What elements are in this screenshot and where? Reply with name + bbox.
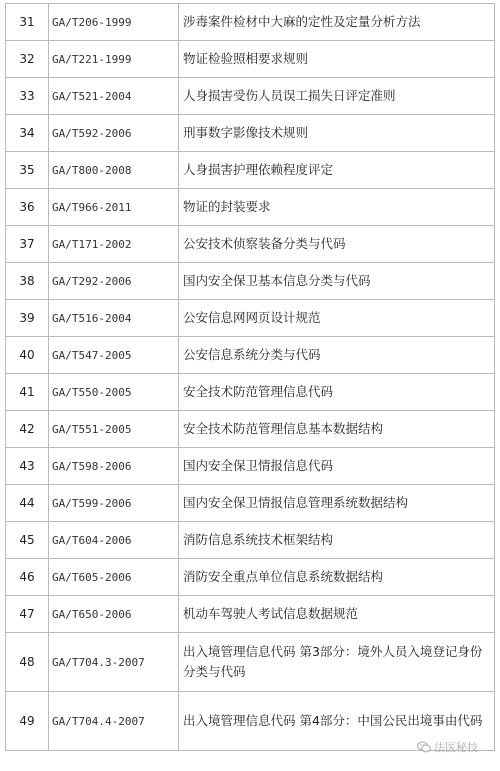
standard-title: 出入境管理信息代码 第3部分：境外人员入境登记身份分类与代码 <box>179 633 495 692</box>
standard-code: GA/T221-1999 <box>49 41 179 78</box>
standard-code: GA/T521-2004 <box>49 78 179 115</box>
standard-code: GA/T800-2008 <box>49 152 179 189</box>
standard-code: GA/T171-2002 <box>49 226 179 263</box>
standard-code: GA/T551-2005 <box>49 411 179 448</box>
standard-title: 人身损害护理依赖程度评定 <box>179 152 495 189</box>
table-row <box>6 374 495 411</box>
standard-title: 国内安全保卫情报信息代码 <box>179 448 495 485</box>
standard-title: 公安信息网网页设计规范 <box>179 300 495 337</box>
row-number: 49 <box>6 692 49 751</box>
table-row <box>6 522 495 559</box>
table-row <box>6 226 495 263</box>
table-row <box>6 41 495 78</box>
table-row <box>6 448 495 485</box>
standard-title: 人身损害受伤人员误工损失日评定准则 <box>179 78 495 115</box>
standard-title: 国内安全保卫情报信息管理系统数据结构 <box>179 485 495 522</box>
row-number: 45 <box>6 522 49 559</box>
row-number: 39 <box>6 300 49 337</box>
row-number: 34 <box>6 115 49 152</box>
standard-title: 国内安全保卫基本信息分类与代码 <box>179 263 495 300</box>
standards-table-body <box>6 4 495 751</box>
standard-title: 机动车驾驶人考试信息数据规范 <box>179 596 495 633</box>
standard-code: GA/T704.4-2007 <box>49 692 179 751</box>
standard-code: GA/T598-2006 <box>49 448 179 485</box>
table-row <box>6 263 495 300</box>
row-number: 35 <box>6 152 49 189</box>
standard-code: GA/T599-2006 <box>49 485 179 522</box>
standard-title: 物证检验照相要求规则 <box>179 41 495 78</box>
standard-code: GA/T605-2006 <box>49 559 179 596</box>
standard-code: GA/T206-1999 <box>49 4 179 41</box>
table-row <box>6 152 495 189</box>
row-number: 36 <box>6 189 49 226</box>
standard-code: GA/T547-2005 <box>49 337 179 374</box>
row-number: 43 <box>6 448 49 485</box>
watermark <box>417 739 478 755</box>
standard-code: GA/T292-2006 <box>49 263 179 300</box>
table-row <box>6 559 495 596</box>
table-row <box>6 4 495 41</box>
standard-title: 安全技术防范管理信息代码 <box>179 374 495 411</box>
row-number: 46 <box>6 559 49 596</box>
standard-title: 消防信息系统技术框架结构 <box>179 522 495 559</box>
standard-code: GA/T650-2006 <box>49 596 179 633</box>
standard-code: GA/T604-2006 <box>49 522 179 559</box>
standard-title: 刑事数字影像技术规则 <box>179 115 495 152</box>
table-row <box>6 300 495 337</box>
table-row <box>6 485 495 522</box>
standard-code: GA/T592-2006 <box>49 115 179 152</box>
row-number: 32 <box>6 41 49 78</box>
standard-code: GA/T516-2004 <box>49 300 179 337</box>
table-row <box>6 337 495 374</box>
standard-title: 公安信息系统分类与代码 <box>179 337 495 374</box>
standard-code: GA/T966-2011 <box>49 189 179 226</box>
table-row <box>6 189 495 226</box>
standard-code: GA/T704.3-2007 <box>49 633 179 692</box>
table-row <box>6 78 495 115</box>
row-number: 41 <box>6 374 49 411</box>
table-row <box>6 115 495 152</box>
standards-table <box>5 3 495 751</box>
standard-title: 公安技术侦察装备分类与代码 <box>179 226 495 263</box>
row-number: 47 <box>6 596 49 633</box>
row-number: 40 <box>6 337 49 374</box>
row-number: 44 <box>6 485 49 522</box>
table-row <box>6 411 495 448</box>
table-row <box>6 596 495 633</box>
watermark-text: 法医秘技 <box>434 741 478 754</box>
row-number: 33 <box>6 78 49 115</box>
standard-title: 物证的封装要求 <box>179 189 495 226</box>
standard-title: 消防安全重点单位信息系统数据结构 <box>179 559 495 596</box>
standard-title: 安全技术防范管理信息基本数据结构 <box>179 411 495 448</box>
row-number: 37 <box>6 226 49 263</box>
standard-title: 涉毒案件检材中大麻的定性及定量分析方法 <box>179 4 495 41</box>
row-number: 48 <box>6 633 49 692</box>
standard-code: GA/T550-2005 <box>49 374 179 411</box>
row-number: 31 <box>6 4 49 41</box>
wechat-icon <box>417 741 431 753</box>
table-row <box>6 633 495 692</box>
standard-title: 出入境管理信息代码 第4部分：中国公民出境事由代码 <box>179 692 495 751</box>
row-number: 42 <box>6 411 49 448</box>
row-number: 38 <box>6 263 49 300</box>
